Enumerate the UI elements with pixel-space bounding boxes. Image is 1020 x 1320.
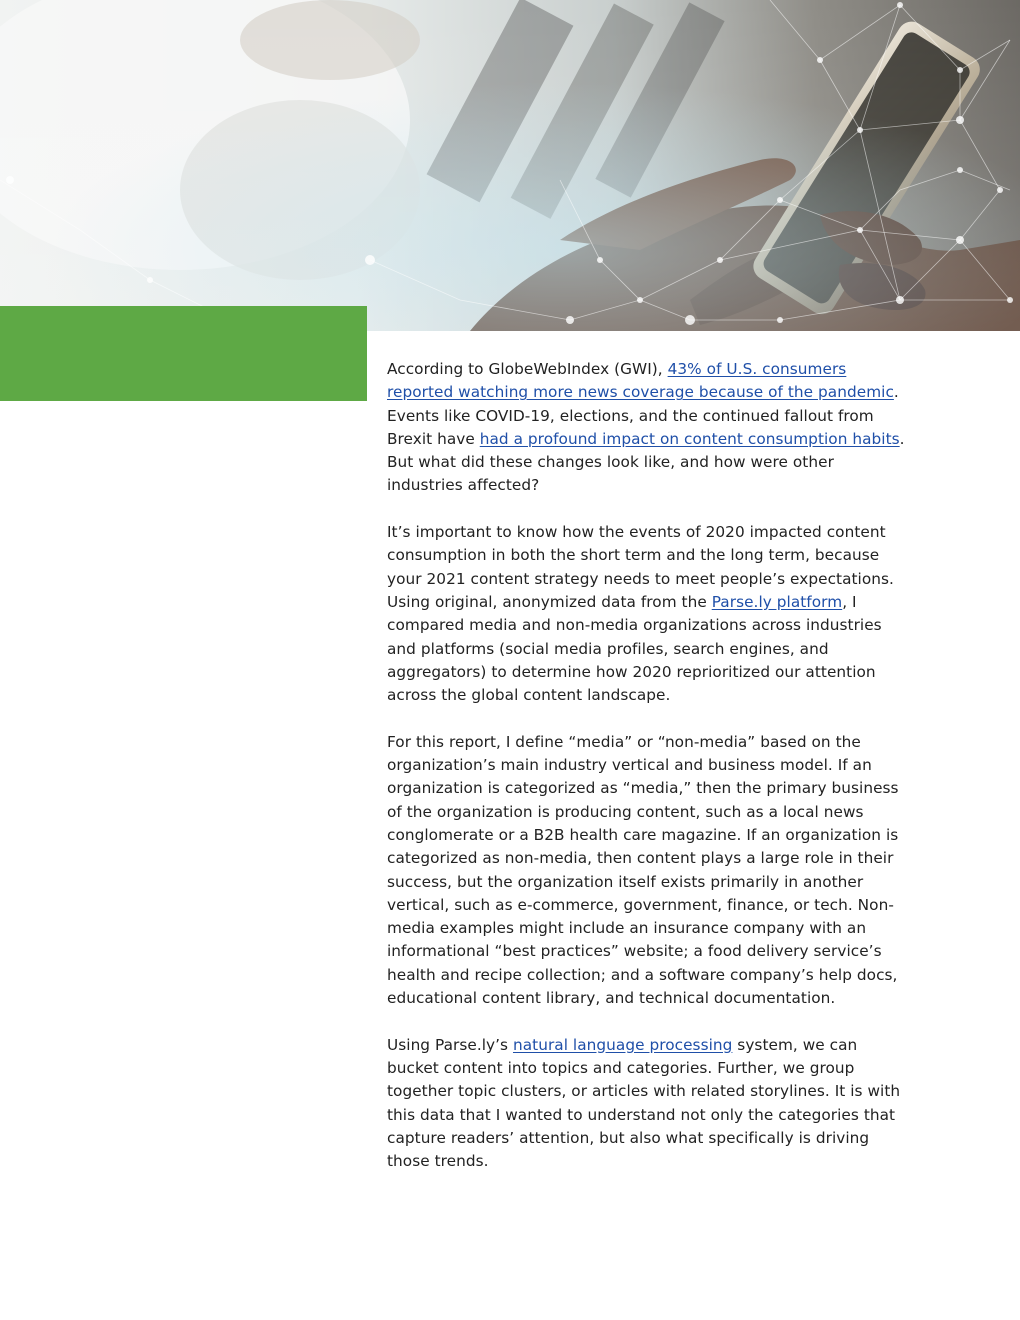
paragraph-text: . Events like COVID-19, elections, and the continued fallout from Brexit have [387, 383, 899, 448]
paragraph-text: Using Parse.ly’s [387, 1035, 513, 1054]
article-body [387, 358, 907, 1197]
link-natural-language-processing[interactable]: natural language processing [512, 1035, 733, 1054]
paragraph-text: It’s important to know how the events of 2020 impacted content consumption in both the short term and the long term, because your 2021 content strategy needs to meet people’s expectations. Using original, anonymized data from the [387, 523, 894, 611]
paragraph [387, 521, 907, 707]
paragraph [387, 731, 907, 1011]
hero-photo-illustration [0, 0, 1020, 331]
paragraph-text: system, we can bucket content into topics and categories. Further, we group together topic clusters, or articles with related storylines. It is with this data that I wanted to understand not only the categories that capture readers’ attention, but also what specifically is driving those trends. [387, 1035, 901, 1171]
accent-color-block [0, 306, 367, 401]
paragraph-text: , I compared media and non-media organizations across industries and platforms (social media profiles, search engines, and aggregators) to determine how 2020 reprioritized our attention across the global content landscape. [387, 592, 882, 705]
paragraph-text: According to GlobeWebIndex (GWI), [387, 360, 668, 378]
link-gwi-news-coverage[interactable]: 43% of U.S. consumers reported watching more news coverage because of the pandemic [387, 360, 894, 402]
hero-image [0, 0, 1020, 331]
paragraph-text: . But what did these changes look like, and how were other industries affected? [387, 429, 905, 495]
link-parsely-platform[interactable]: Parse.ly platform [711, 592, 843, 611]
paragraph-text: For this report, I define “media” or “non-media” based on the organization’s main industry vertical and business model. If an organization is categorized as “media,” then the primary business of the organization is producing content, such as a local news conglomerate or a B2B health care magazine. If an organization is categorized as non-media, then content plays a large role in their success, but the organization itself exists primarily in another vertical, such as e-commerce, government, finance, or tech. Non-media examples might include an insurance company with an informational “best practices” website; a food delivery service’s health and recipe collection; and a software company’s help docs, educational content library, and technical documentation. [387, 732, 899, 1008]
paragraph [387, 358, 907, 498]
link-content-consumption-habits[interactable]: had a profound impact on content consumption habits [479, 429, 900, 448]
paragraph [387, 1034, 907, 1174]
